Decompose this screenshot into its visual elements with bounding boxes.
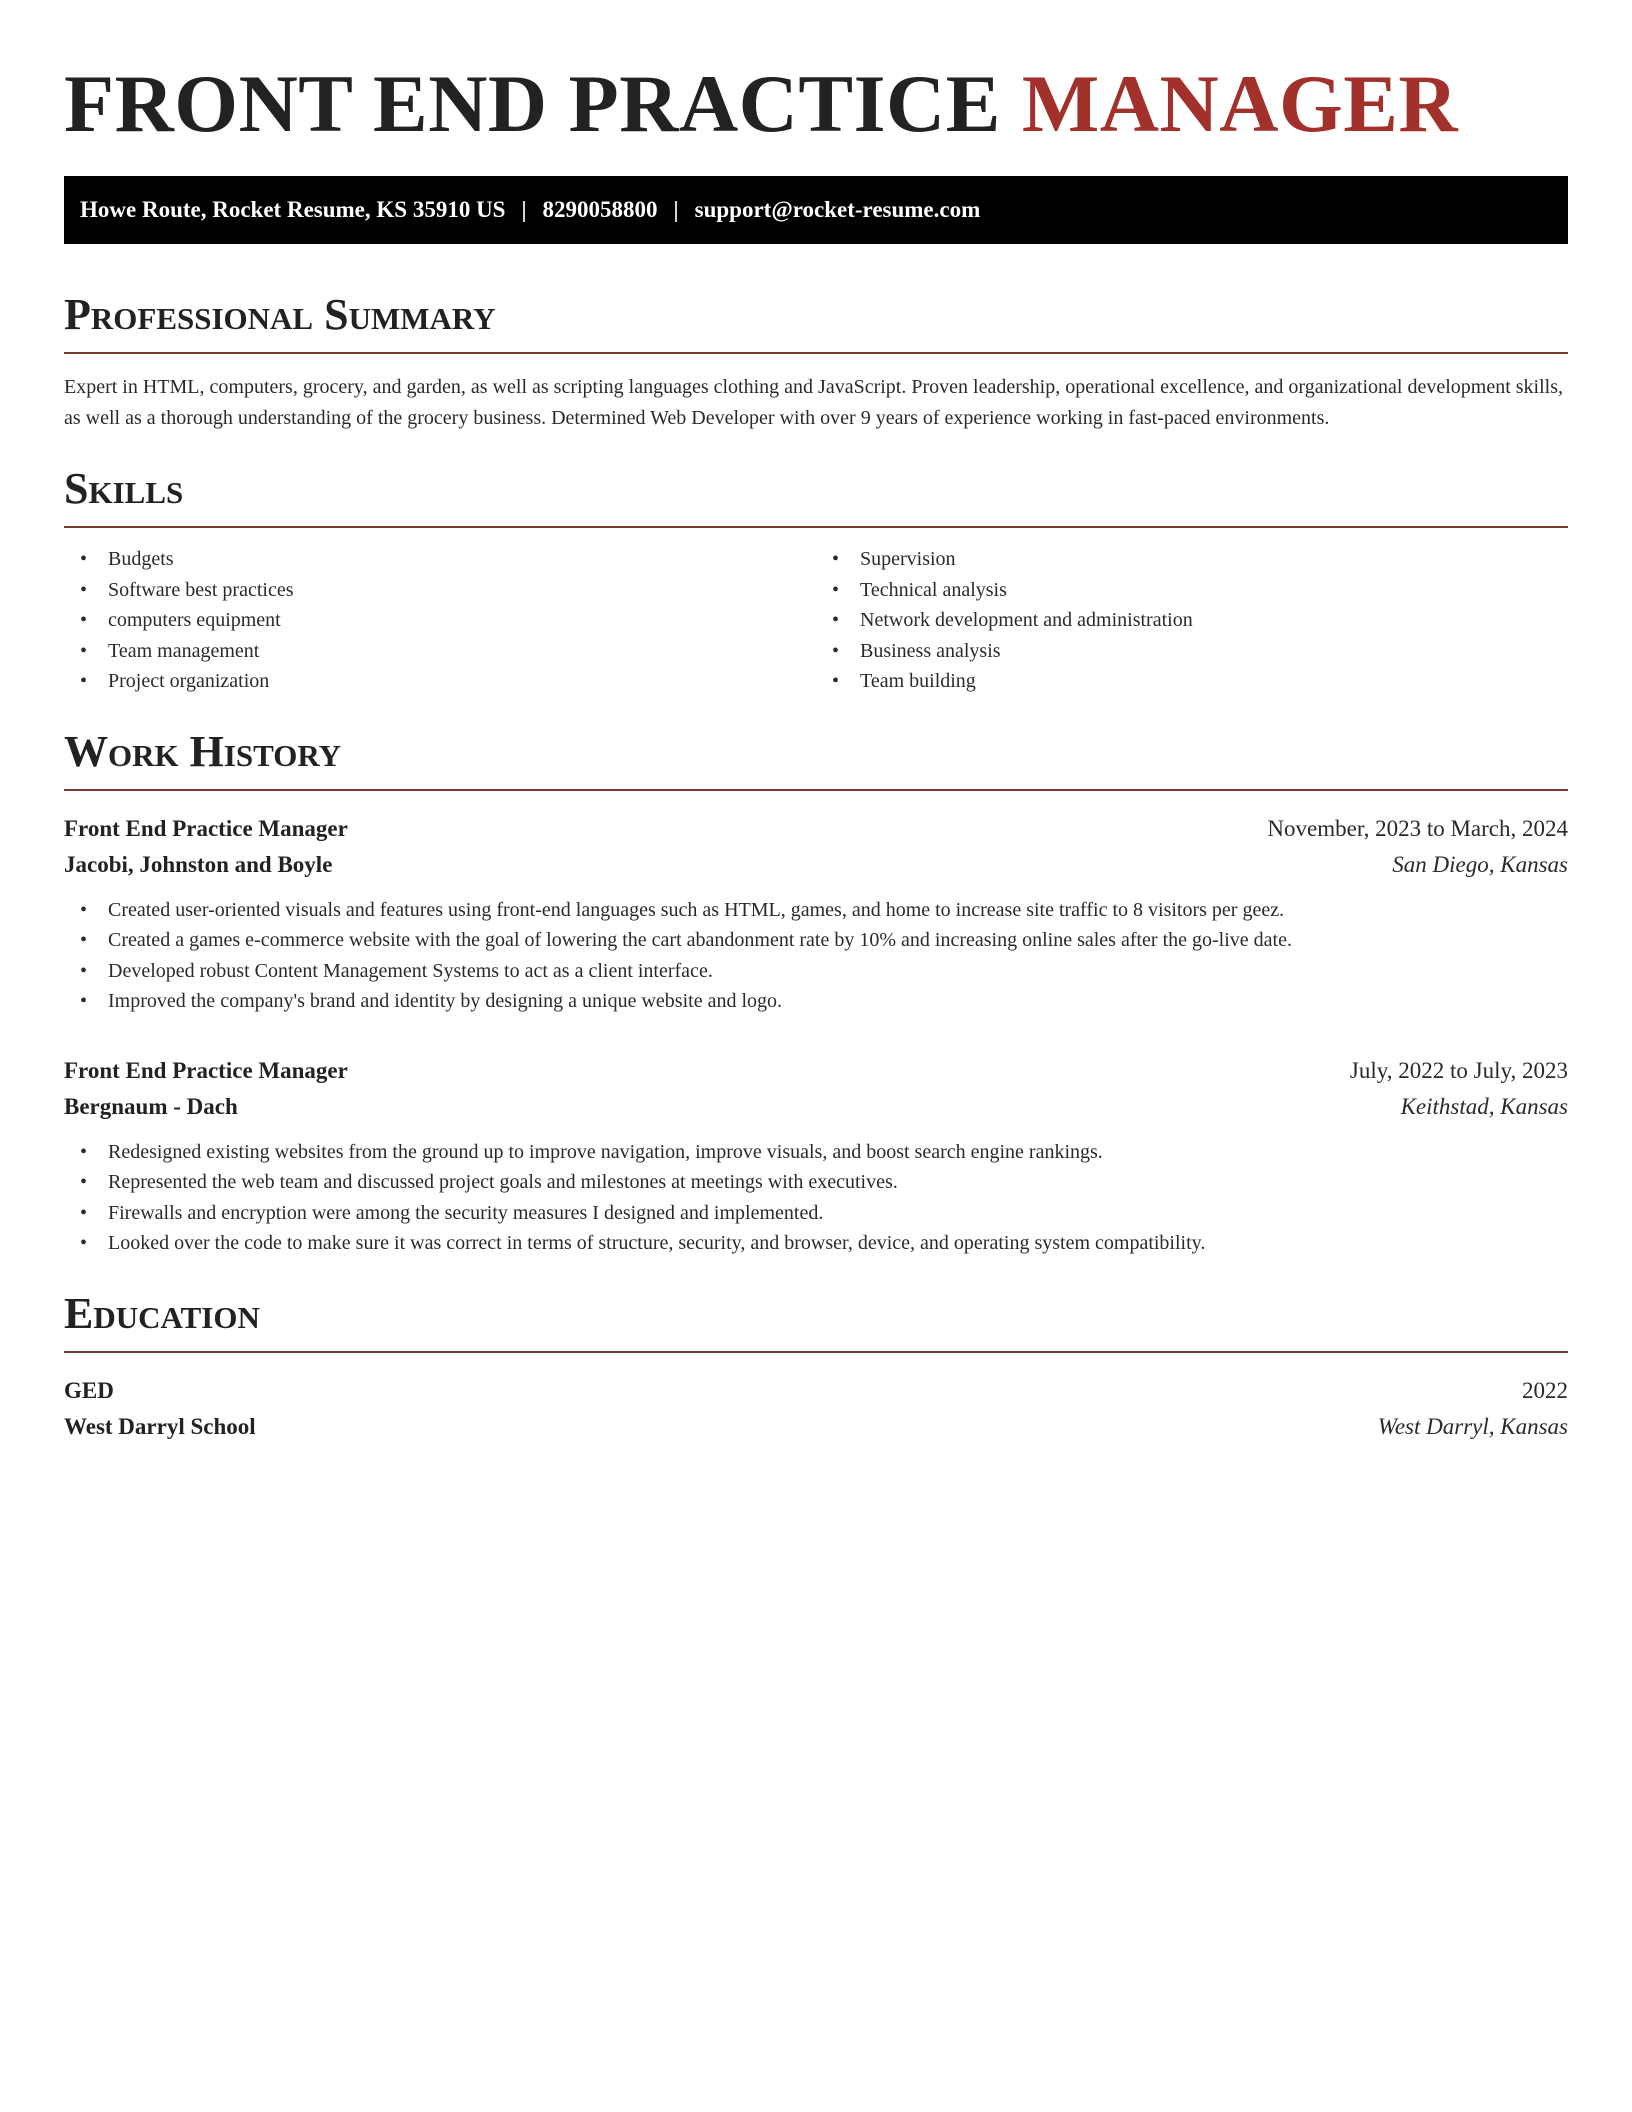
job-entry	[64, 1053, 1568, 1259]
job-bullet: • Firewalls and encryption were among the security measures I designed and implemented.	[64, 1198, 1568, 1229]
job-bullet: • Improved the company's brand and identity by designing a unique website and logo.	[64, 986, 1568, 1017]
skill-item: • Business analysis	[816, 636, 1568, 667]
job-entry	[64, 811, 1568, 1017]
job-company: Bergnaum - Dach	[64, 1093, 238, 1119]
skill-item: • Team management	[64, 636, 816, 667]
job-bullet: • Created a games e-commerce website with the goal of lowering the cart abandonment rate by 10% and increasing online sales after the go-live date.	[64, 925, 1568, 956]
section-divider	[64, 526, 1568, 528]
job-company: Jacobi, Johnston and Boyle	[64, 851, 333, 877]
contact-address: Howe Route, Rocket Resume, KS 35910 US	[80, 197, 506, 222]
education-entry	[64, 1373, 1568, 1445]
job-bullet: • Represented the web team and discussed project goals and milestones at meetings with executives.	[64, 1167, 1568, 1198]
job-bullet: • Created user-oriented visuals and features using front-end languages such as HTML, games, and home to increase site traffic to 8 visitors per geez.	[64, 895, 1568, 926]
skill-item: • Software best practices	[64, 575, 816, 606]
education-school: West Darryl School	[64, 1413, 256, 1439]
job-bullet: • Looked over the code to make sure it was correct in terms of structure, security, and browser, device, and operating system compatibility.	[64, 1228, 1568, 1259]
work-history-heading: Work History	[64, 726, 342, 776]
name-accent: MANAGER	[1021, 58, 1459, 149]
contact-bar	[64, 176, 1568, 244]
job-title: Front End Practice Manager	[64, 1057, 348, 1083]
contact-separator: |	[521, 197, 527, 222]
education-heading: Education	[64, 1288, 260, 1338]
education-location: West Darryl, Kansas	[1377, 1413, 1568, 1439]
job-bullets	[64, 895, 1568, 1017]
skill-item: • Team building	[816, 666, 1568, 697]
skill-item: • computers equipment	[64, 605, 816, 636]
resume-name	[64, 0, 1568, 152]
job-bullet: • Developed robust Content Management Systems to act as a client interface.	[64, 956, 1568, 987]
skill-item: • Project organization	[64, 666, 816, 697]
job-dates: November, 2023 to March, 2024	[1267, 815, 1568, 841]
contact-email: support@rocket-resume.com	[694, 197, 981, 222]
section-divider	[64, 352, 1568, 354]
skills-column-right	[816, 544, 1568, 697]
section-divider	[64, 789, 1568, 791]
skills-heading: Skills	[64, 464, 184, 513]
job-bullets	[64, 1137, 1568, 1259]
job-bullet: • Redesigned existing websites from the ground up to improve navigation, improve visuals, and boost search engine rankings.	[64, 1137, 1568, 1168]
job-location: Keithstad, Kansas	[1400, 1093, 1568, 1119]
skill-item: • Supervision	[816, 544, 1568, 575]
skill-item: • Budgets	[64, 544, 816, 575]
skills-column-left	[64, 544, 816, 697]
job-location: San Diego, Kansas	[1392, 851, 1568, 877]
name-primary: FRONT END PRACTICE	[64, 58, 1001, 149]
job-title: Front End Practice Manager	[64, 815, 348, 841]
summary-heading: Professional Summary	[64, 290, 496, 339]
education-degree: GED	[64, 1377, 114, 1403]
contact-separator: |	[673, 197, 679, 222]
job-dates: July, 2022 to July, 2023	[1349, 1057, 1568, 1083]
summary-text: Expert in HTML, computers, grocery, and garden, as well as scripting languages clothing and JavaScript. Proven leadership, operational excellence, and organizational development skills, as well as a thorough understanding of the grocery business. Determined Web Developer with over 9 years of experience working in fast-paced environments.	[64, 376, 1563, 429]
skill-item: • Technical analysis	[816, 575, 1568, 606]
contact-phone: 8290058800	[542, 197, 658, 222]
skill-item: • Network development and administration	[816, 605, 1568, 636]
section-divider	[64, 1351, 1568, 1353]
skills-list	[64, 544, 1568, 697]
education-year: 2022	[1522, 1377, 1568, 1403]
